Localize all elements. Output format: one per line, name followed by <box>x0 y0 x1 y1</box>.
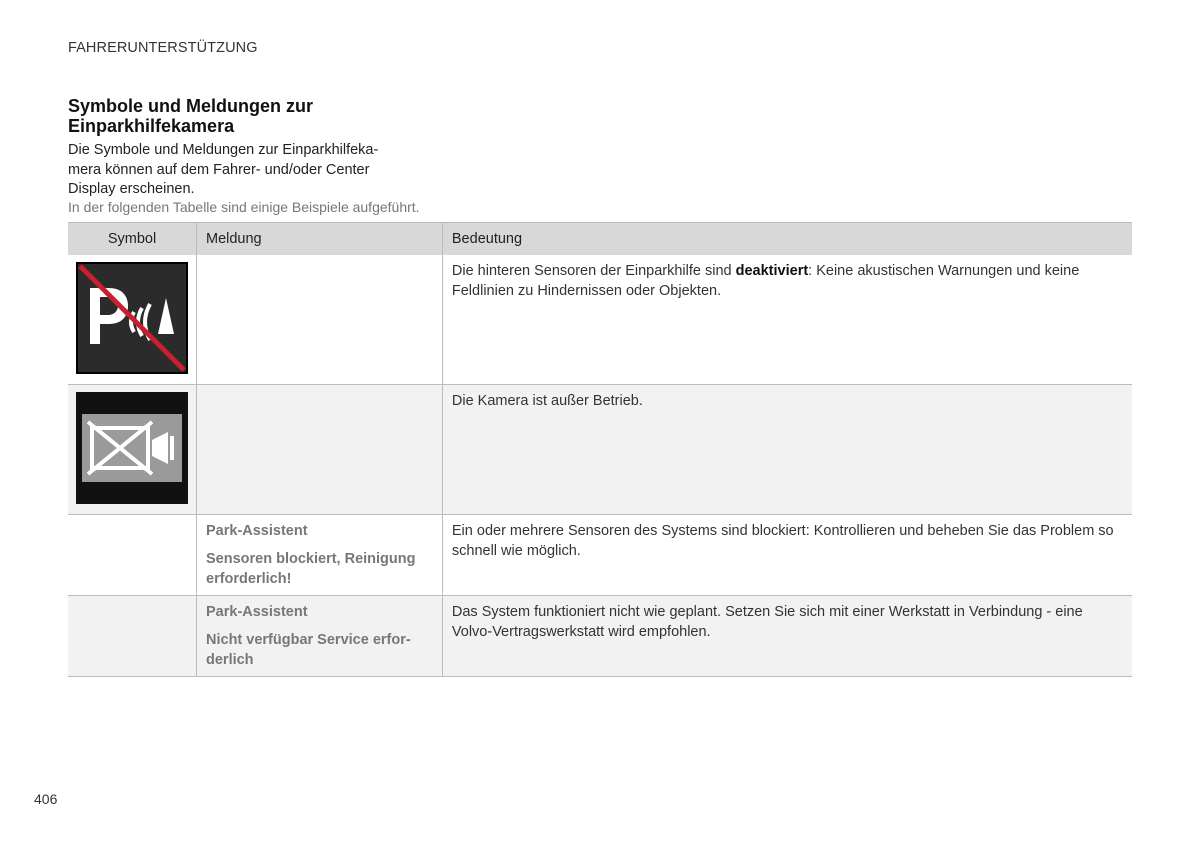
table-row <box>68 385 1132 515</box>
meaning-cell: Die Kamera ist außer Betrieb. <box>442 385 1132 515</box>
table-header-row <box>68 223 1132 255</box>
table-row <box>68 255 1132 385</box>
meaning-emphasis: deaktiviert <box>735 262 809 279</box>
camera-out-of-order-icon <box>76 392 188 504</box>
park-sensors-deactivated-icon <box>76 262 188 374</box>
message-title: Park-Assistent <box>206 604 308 620</box>
message-cell <box>197 596 443 677</box>
meaning-cell: Ein oder mehrere Sensoren des Systems sind blockiert: Kontrollieren und beheben Sie das Problem so schnell wie möglich. <box>442 515 1132 596</box>
table-row <box>68 596 1132 677</box>
symbols-table <box>68 222 1132 677</box>
page-number: 406 <box>34 791 58 807</box>
message-text: Sensoren blockiert, Reinigung erforderlich! <box>206 551 416 587</box>
intro-line: Die Symbole und Meldungen zur Einparkhilfeka- <box>68 142 379 158</box>
message-title: Park-Assistent <box>206 523 308 539</box>
meaning-text: Die hinteren Sensoren der Einparkhilfe sind <box>451 262 736 279</box>
message-text: Nicht verfügbar Service erforderlich <box>206 632 411 668</box>
intro-line: mera können auf dem Fahrer- und/oder Center <box>68 161 370 178</box>
column-header-symbol: Symbol <box>68 223 197 255</box>
table-row <box>68 515 1132 596</box>
intro-paragraph <box>68 141 428 200</box>
table-note: In der folgenden Tabelle sind einige Beispiele aufgeführt. <box>68 199 420 215</box>
meaning-cell <box>442 255 1132 385</box>
message-cell <box>197 255 443 385</box>
column-header-meaning: Bedeutung <box>442 223 1132 255</box>
symbol-cell <box>68 255 197 385</box>
symbol-cell <box>68 515 197 596</box>
symbol-cell <box>68 385 197 515</box>
intro-line: Display erscheinen. <box>68 181 195 197</box>
meaning-text: : Keine akustischen Warnungen und keine Feldlinien zu Hindernissen oder Objekten. <box>451 262 1080 299</box>
section-header: FAHRERUNTERSTÜTZUNG <box>68 40 258 56</box>
message-cell <box>197 385 443 515</box>
column-header-message: Meldung <box>197 223 443 255</box>
meaning-cell: Das System funktioniert nicht wie geplant. Setzen Sie sich mit einer Werkstatt in Verbindung - eine Volvo-Vertragswerkstatt wird empfohlen. <box>442 596 1132 677</box>
message-cell <box>197 515 443 596</box>
symbol-cell <box>68 596 197 677</box>
page-heading: Symbole und Meldungen zur Einparkhilfekamera <box>68 96 314 136</box>
